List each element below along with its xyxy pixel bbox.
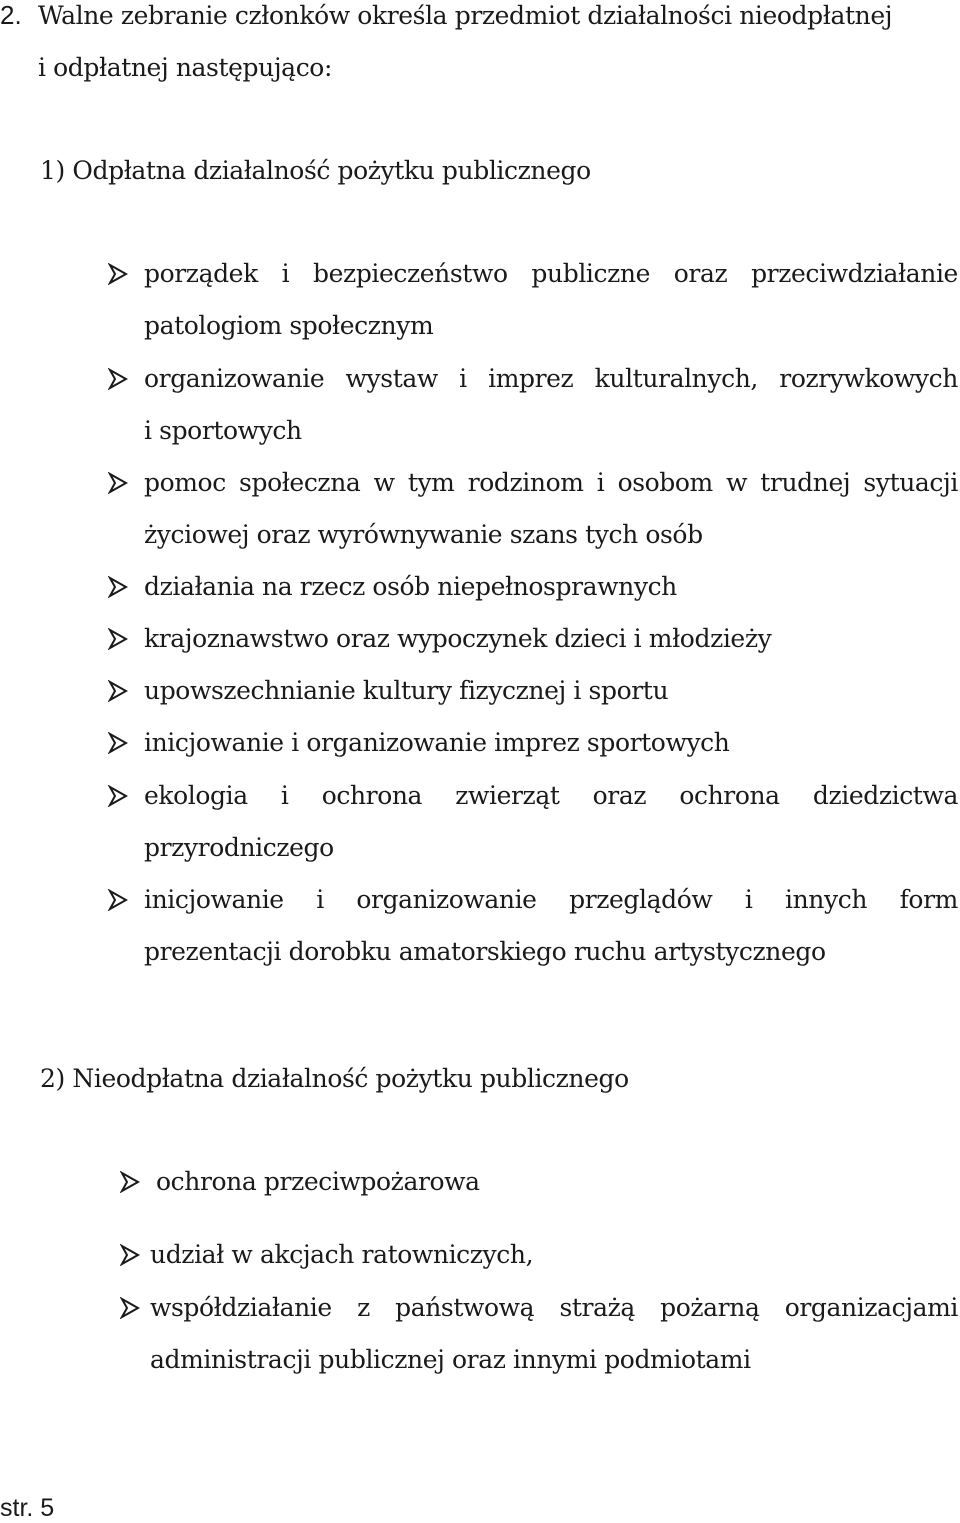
arrowhead-bullet-icon (120, 1244, 140, 1266)
arrowhead-bullet-icon (120, 1171, 140, 1193)
arrowhead-bullet-icon (108, 889, 128, 911)
arrowhead-bullet-icon (108, 680, 128, 702)
list-item-line: inicjowanie i organizowanie przeglądów i innych form (144, 885, 958, 914)
arrowhead-bullet-icon (108, 263, 128, 285)
section-intro-line-1: Walne zebranie członków określa przedmiot działalności nieodpłatnej (38, 1, 893, 30)
list-item-line: organizowanie wystaw i imprez kulturalnych, rozrywkowych (144, 364, 958, 393)
section-number: 2. (0, 0, 22, 30)
arrowhead-bullet-icon (108, 628, 128, 650)
list-item-line: pomoc społeczna w tym rodzinom i osobom w trudnej sytuacji (144, 468, 958, 497)
list-item-line: współdziałanie z państwową strażą pożarną organizacjami (150, 1293, 958, 1322)
list-item-line: i sportowych (144, 416, 302, 445)
unpaid-activity-heading: 2) Nieodpłatna działalność pożytku publicznego (40, 1064, 629, 1093)
arrowhead-bullet-icon (108, 785, 128, 807)
arrowhead-bullet-icon (108, 576, 128, 598)
section-intro-line-2: i odpłatnej następująco: (38, 53, 332, 82)
page-number: str. 5 (0, 1494, 55, 1522)
arrowhead-bullet-icon (108, 368, 128, 390)
list-item-line: działania na rzecz osób niepełnosprawnych (144, 572, 677, 601)
list-item-line: administracji publicznej oraz innymi podmiotami (150, 1345, 751, 1374)
list-item-line: udział w akcjach ratowniczych, (150, 1240, 534, 1269)
list-item-line: upowszechnianie kultury fizycznej i sportu (144, 676, 669, 705)
list-item-line: inicjowanie i organizowanie imprez sportowych (144, 728, 730, 757)
list-item-line: przyrodniczego (144, 833, 334, 862)
list-item-line: krajoznawstwo oraz wypoczynek dzieci i młodzieży (144, 624, 772, 653)
list-item-line: porządek i bezpieczeństwo publiczne oraz przeciwdziałanie (144, 259, 958, 288)
arrowhead-bullet-icon (108, 732, 128, 754)
paid-activity-heading: 1) Odpłatna działalność pożytku publicznego (40, 156, 591, 185)
list-item-line: prezentacji dorobku amatorskiego ruchu artystycznego (144, 937, 826, 966)
list-item-line: patologiom społecznym (144, 311, 434, 340)
list-item-line: ekologia i ochrona zwierząt oraz ochrona dziedzictwa (144, 781, 958, 810)
list-item-line: życiowej oraz wyrównywanie szans tych osób (144, 520, 703, 549)
arrowhead-bullet-icon (120, 1297, 140, 1319)
list-item-line: ochrona przeciwpożarowa (156, 1167, 480, 1196)
arrowhead-bullet-icon (108, 472, 128, 494)
